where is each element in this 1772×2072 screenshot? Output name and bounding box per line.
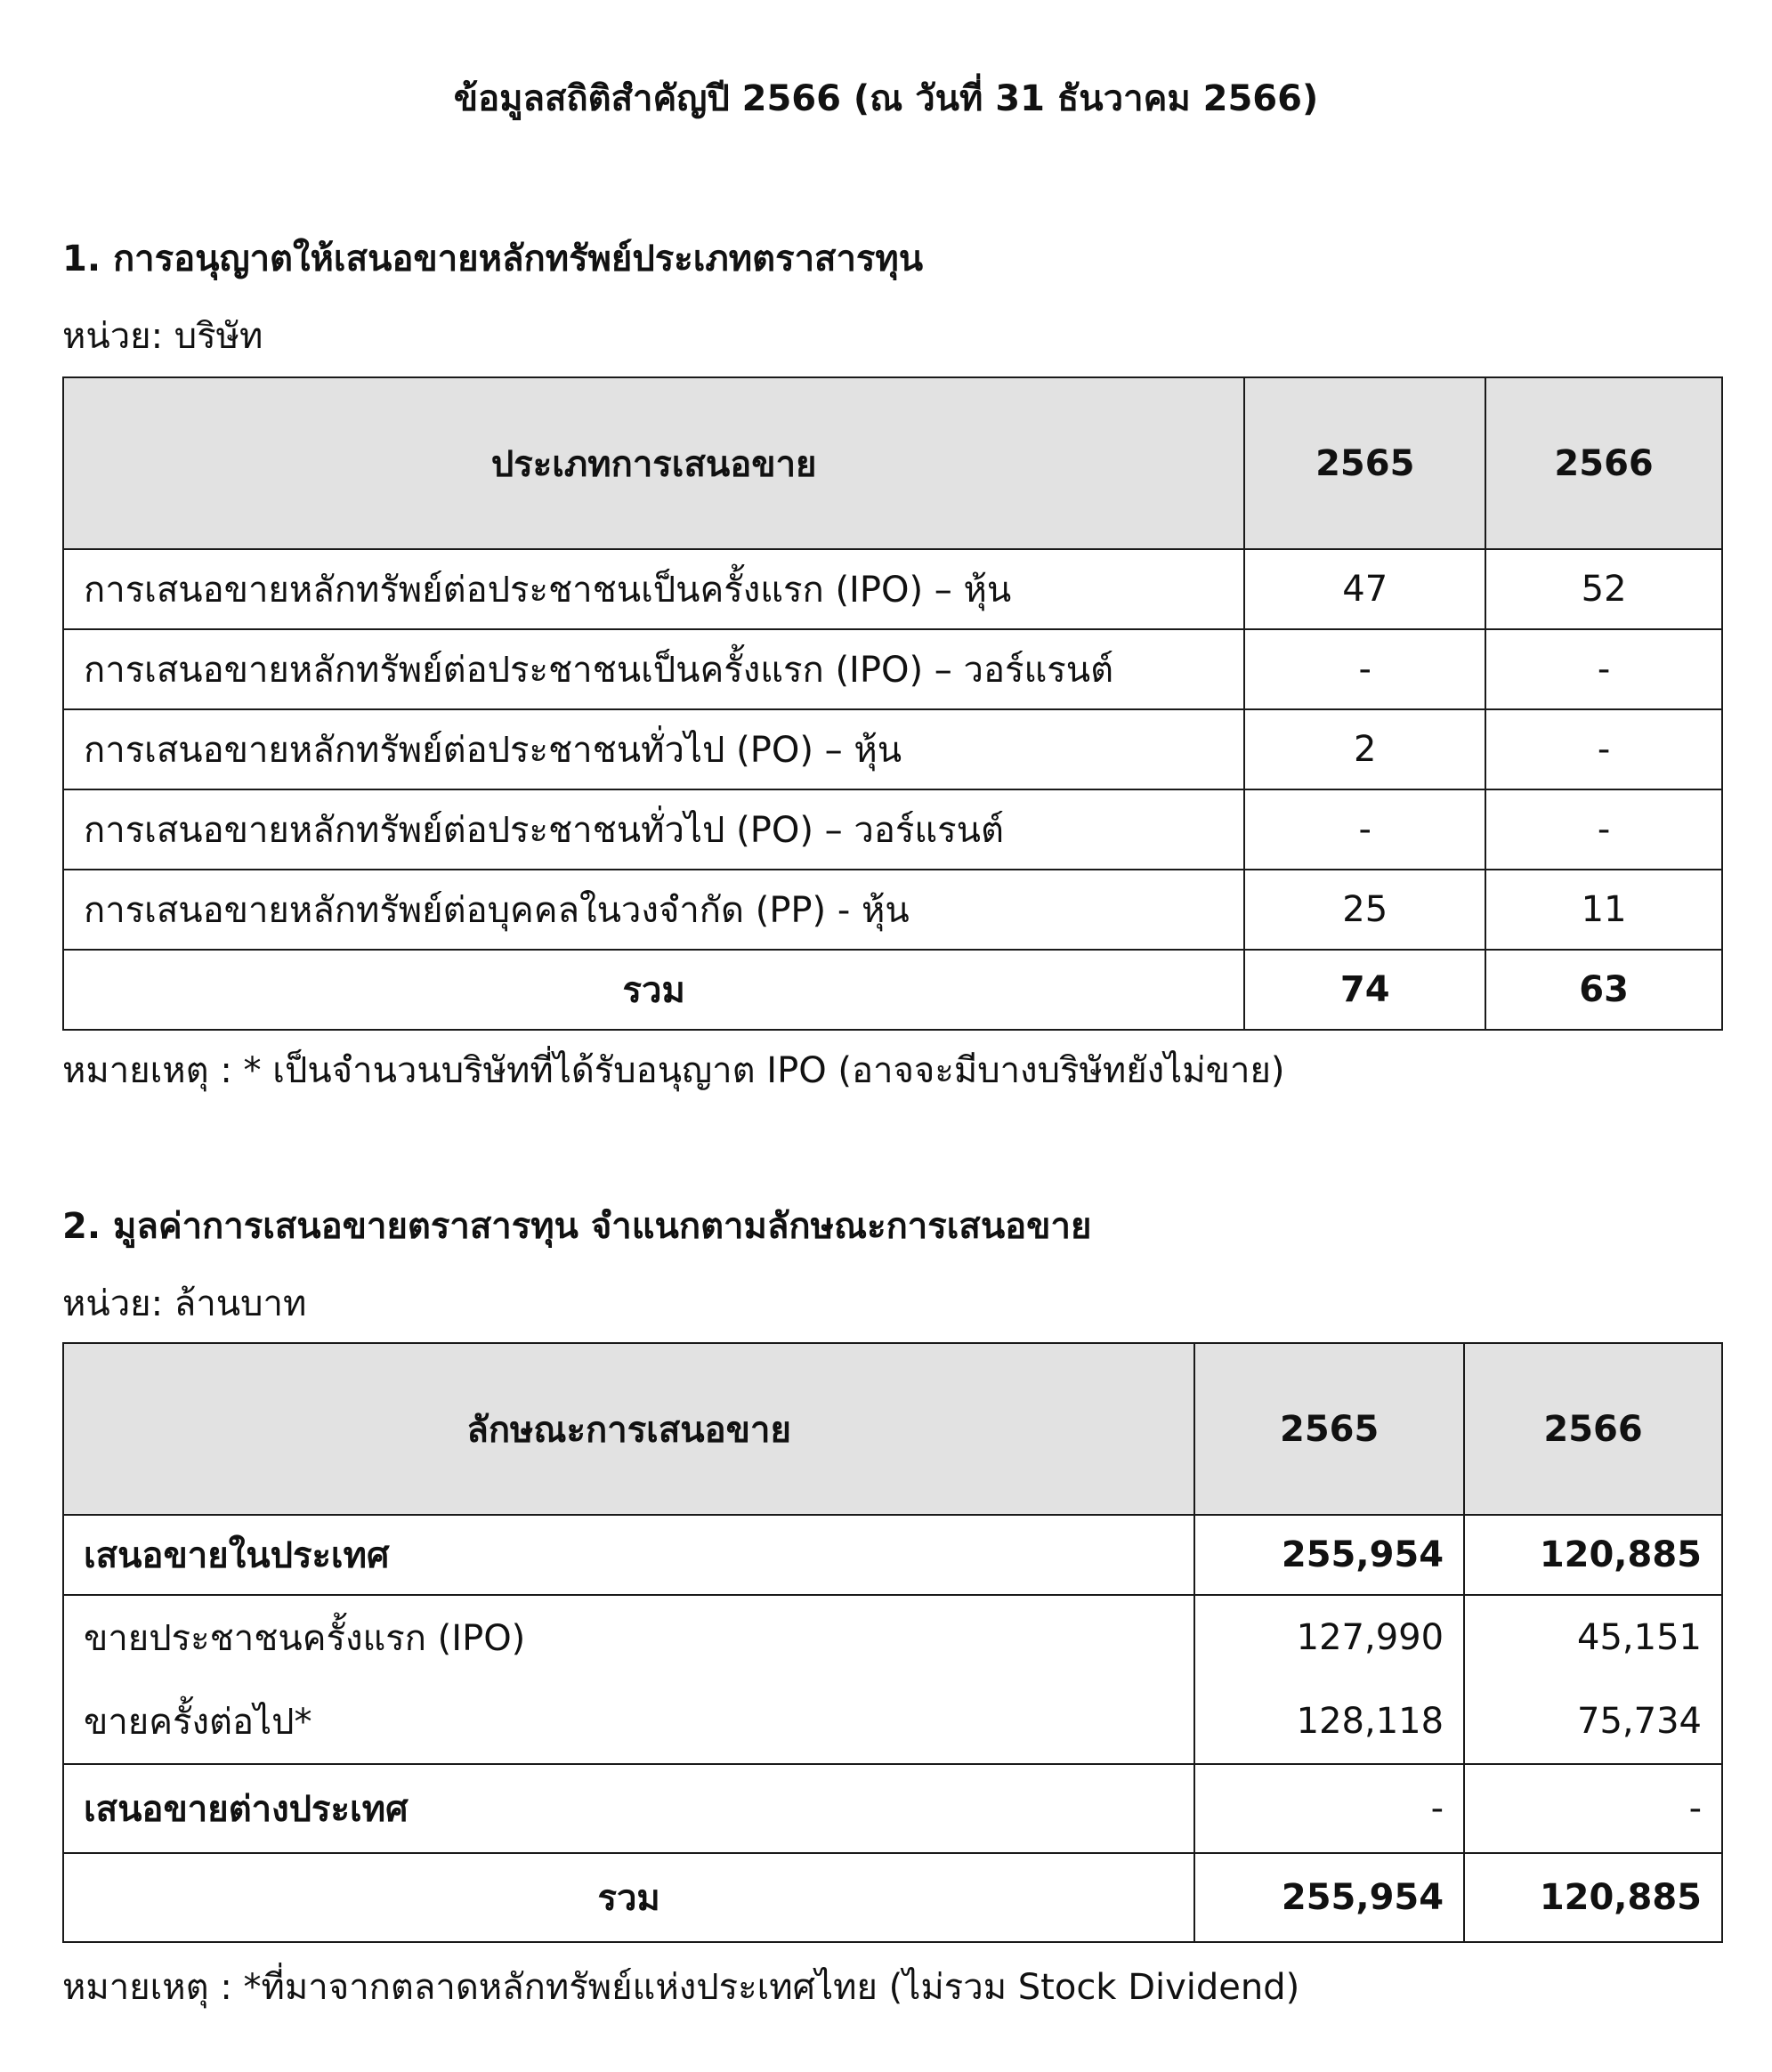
ipo-2565: 127,990 [1194, 1595, 1464, 1679]
offering-value-table [62, 1342, 1723, 1943]
total-row [63, 950, 1722, 1030]
ipo-label: ขายประชาชนครั้งแรก (IPO) [63, 1595, 1194, 1679]
table-row [63, 789, 1722, 870]
section-2-unit: หน่วย: ล้านบาท [62, 1283, 307, 1324]
total-2566: 63 [1485, 950, 1722, 1030]
subsequent-2566: 75,734 [1464, 1679, 1722, 1764]
header-offering-nature: ลักษณะการเสนอขาย [63, 1343, 1194, 1515]
domestic-row [63, 1515, 1722, 1595]
cell-2566: - [1485, 709, 1722, 789]
subsequent-row [63, 1679, 1722, 1764]
header-year-2565: 2565 [1194, 1343, 1464, 1515]
section-1-note: หมายเหตุ : * เป็นจำนวนบริษัทที่ได้รับอนุญาต IPO (อาจจะมีบางบริษัทยังไม่ขาย) [62, 1050, 1285, 1091]
total-label: รวม [63, 1853, 1194, 1942]
table-header-row [63, 1343, 1722, 1515]
cell-2565: - [1244, 629, 1485, 709]
cell-2565: - [1244, 789, 1485, 870]
domestic-2565: 255,954 [1194, 1515, 1464, 1595]
section-2-heading: 2. มูลค่าการเสนอขายตราสารทุน จำแนกตามลักษณะการเสนอขาย [62, 1206, 1092, 1247]
row-label: การเสนอขายหลักทรัพย์ต่อประชาชนทั่วไป (PO) – หุ้น [63, 709, 1244, 789]
table-row [63, 549, 1722, 629]
row-label: การเสนอขายหลักทรัพย์ต่อประชาชนเป็นครั้งแรก (IPO) – หุ้น [63, 549, 1244, 629]
total-2565: 74 [1244, 950, 1485, 1030]
domestic-2566: 120,885 [1464, 1515, 1722, 1595]
row-label: การเสนอขายหลักทรัพย์ต่อบุคคลในวงจำกัด (PP) - หุ้น [63, 870, 1244, 950]
cell-2566: 52 [1485, 549, 1722, 629]
header-year-2566: 2566 [1485, 377, 1722, 549]
foreign-row [63, 1764, 1722, 1853]
table-row [63, 629, 1722, 709]
cell-2565: 2 [1244, 709, 1485, 789]
table-row [63, 870, 1722, 950]
cell-2565: 47 [1244, 549, 1485, 629]
total-label: รวม [63, 950, 1244, 1030]
total-2566: 120,885 [1464, 1853, 1722, 1942]
total-row [63, 1853, 1722, 1942]
cell-2566: - [1485, 789, 1722, 870]
header-offering-type: ประเภทการเสนอขาย [63, 377, 1244, 549]
section-1-unit: หน่วย: บริษัท [62, 316, 263, 357]
header-year-2565: 2565 [1244, 377, 1485, 549]
cell-2565: 25 [1244, 870, 1485, 950]
foreign-2565: - [1194, 1764, 1464, 1853]
cell-2566: - [1485, 629, 1722, 709]
table-row [63, 709, 1722, 789]
ipo-2566: 45,151 [1464, 1595, 1722, 1679]
header-year-2566: 2566 [1464, 1343, 1722, 1515]
document-title: ข้อมูลสถิติสำคัญปี 2566 (ณ วันที่ 31 ธันวาคม 2566) [453, 78, 1319, 119]
section-2-note: หมายเหตุ : *ที่มาจากตลาดหลักทรัพย์แห่งประเทศไทย (ไม่รวม Stock Dividend) [62, 1967, 1300, 2008]
foreign-2566: - [1464, 1764, 1722, 1853]
ipo-row [63, 1595, 1722, 1679]
cell-2566: 11 [1485, 870, 1722, 950]
row-label: การเสนอขายหลักทรัพย์ต่อประชาชนทั่วไป (PO) – วอร์แรนต์ [63, 789, 1244, 870]
domestic-label: เสนอขายในประเทศ [63, 1515, 1194, 1595]
section-1-heading: 1. การอนุญาตให้เสนอขายหลักทรัพย์ประเภทตราสารทุน [62, 239, 924, 279]
row-label: การเสนอขายหลักทรัพย์ต่อประชาชนเป็นครั้งแรก (IPO) – วอร์แรนต์ [63, 629, 1244, 709]
table-header-row [63, 377, 1722, 549]
subsequent-label: ขายครั้งต่อไป* [63, 1679, 1194, 1764]
offering-approval-table [62, 376, 1723, 1031]
foreign-label: เสนอขายต่างประเทศ [63, 1764, 1194, 1853]
total-2565: 255,954 [1194, 1853, 1464, 1942]
subsequent-2565: 128,118 [1194, 1679, 1464, 1764]
